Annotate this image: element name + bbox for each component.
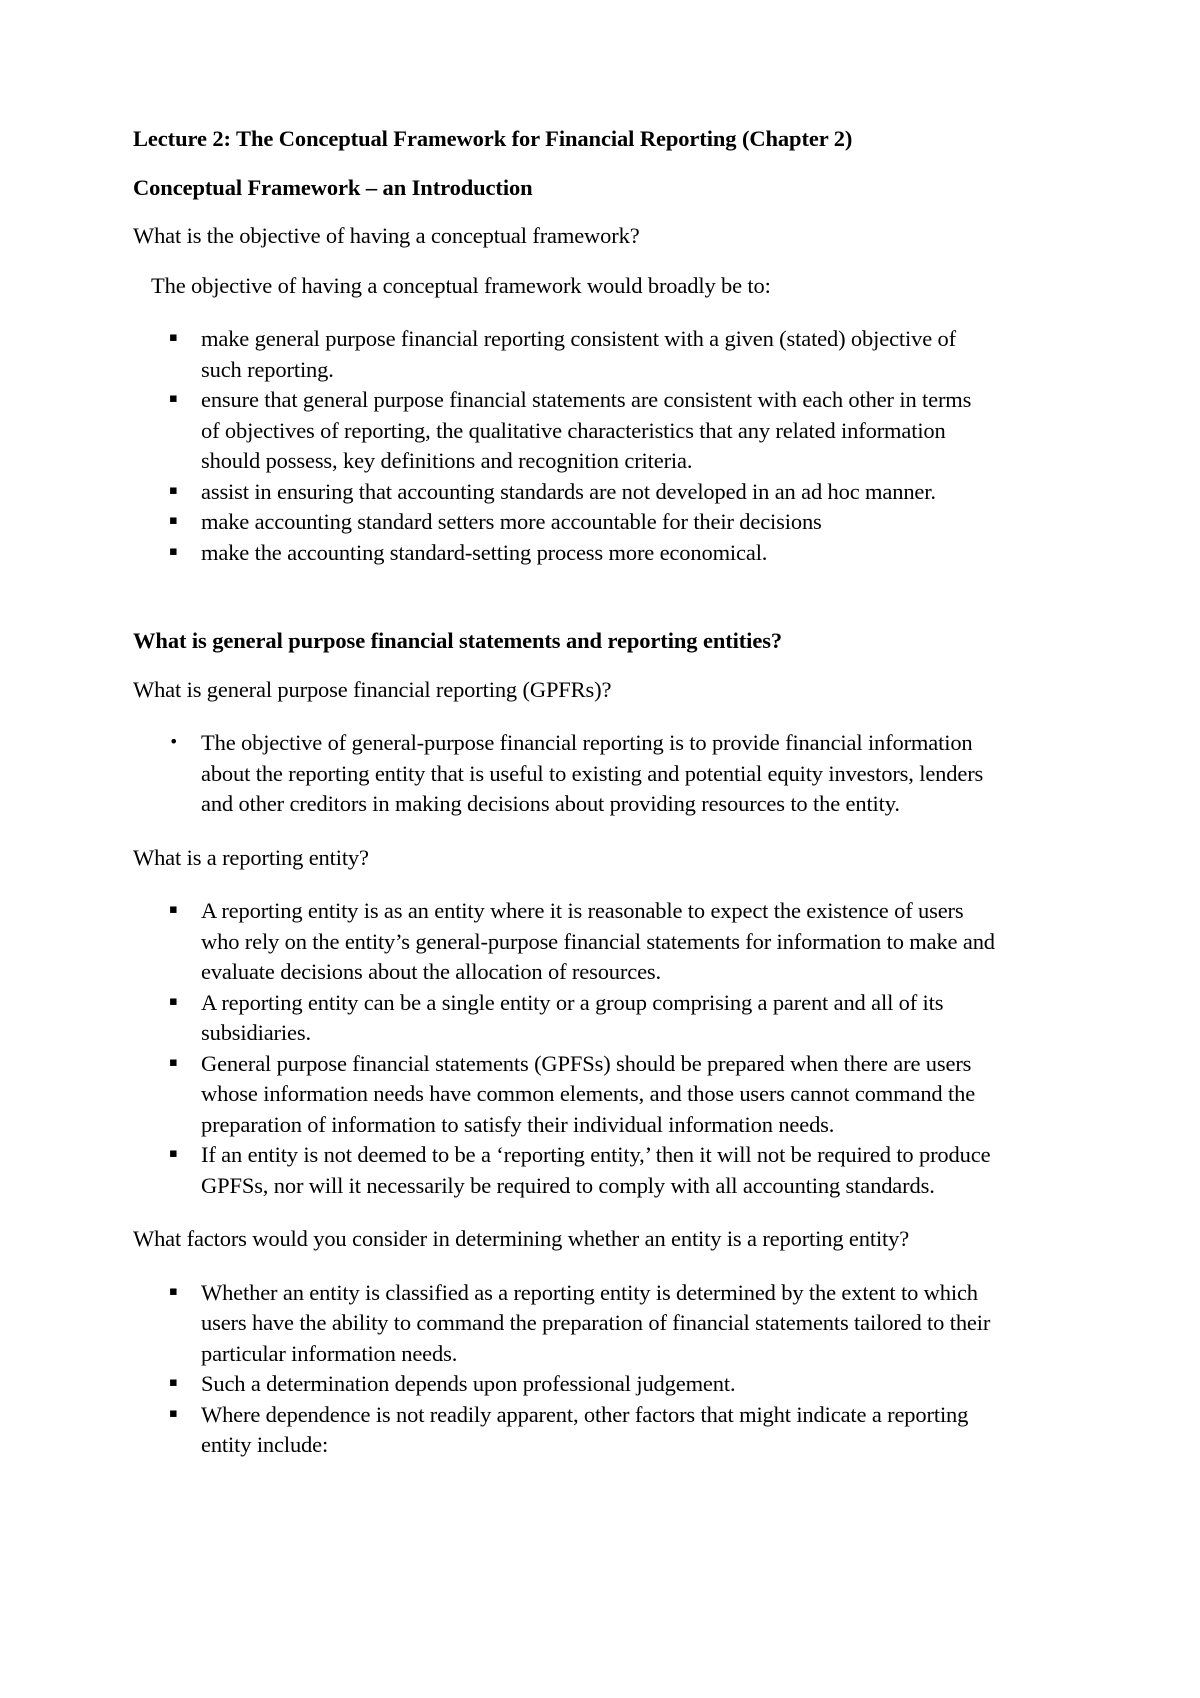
round-bullet-icon: • — [169, 732, 179, 751]
paragraph-spacer — [133, 1201, 995, 1228]
list-item-text: General purpose financial statements (GPFSs) should be prepared when there are users whose information needs have common elements, and those users cannot command the preparation of information to satisfy their individual information needs. — [201, 1050, 976, 1137]
square-bullet-icon: ▪ — [169, 513, 178, 528]
paragraph-spacer — [133, 820, 995, 847]
question-objective-of-framework: What is the objective of having a conceptual framework? — [133, 223, 640, 248]
list-item — [133, 385, 995, 477]
list-item — [133, 1369, 995, 1400]
question-reporting-entity-factors: What factors would you consider in determining whether an entity is a reporting entity? — [133, 1226, 910, 1251]
question-what-is-gpfr: What is general purpose financial reporting (GPFRs)? — [133, 676, 612, 702]
list-item-text: Whether an entity is classified as a reporting entity is determined by the extent to which users have the ability to command the preparation of financial statements tailored to their particular information needs. — [201, 1279, 991, 1366]
bullet-list-reporting-entity-factors — [133, 1278, 995, 1461]
square-bullet-icon: ▪ — [169, 993, 178, 1009]
bullet-list-gpfr-objective — [133, 728, 995, 820]
list-item — [133, 1049, 995, 1141]
document-body — [133, 128, 995, 1461]
section-spacer — [133, 568, 995, 630]
list-item — [133, 728, 995, 820]
square-bullet-icon: ▪ — [169, 902, 178, 917]
list-item-text: A reporting entity can be a single entity or a group comprising a parent and all of its subsidiaries. — [201, 989, 944, 1045]
list-item-text: make general purpose financial reporting consistent with a given (stated) objective of such reporting. — [201, 326, 956, 382]
list-item-text: Where dependence is not readily apparent, other factors that might indicate a reporting entity include: — [201, 1401, 969, 1457]
list-item — [133, 538, 995, 569]
question-what-is-reporting-entity: What is a reporting entity? — [133, 844, 369, 870]
list-item — [133, 1278, 995, 1370]
list-item — [133, 988, 995, 1049]
list-item-text: ensure that general purpose financial statements are consistent with each other in terms of objectives of reporting, the qualitative characteristics that any related information should possess, key definitions and recognition criteria. — [201, 387, 972, 473]
list-item-text: make the accounting standard-setting process more economical. — [201, 539, 768, 565]
list-item-text: Such a determination depends upon professional judgement. — [201, 1371, 736, 1396]
lead-in-objective: The objective of having a conceptual framework would broadly be to: — [151, 272, 771, 298]
square-bullet-icon: ▪ — [169, 1054, 178, 1070]
list-item-text: make accounting standard setters more accountable for their decisions — [201, 509, 822, 534]
bullet-list-reporting-entity — [133, 896, 995, 1201]
list-item-text: The objective of general-purpose financial reporting is to provide financial information about the reporting entity that is useful to existing and potential equity investors, lenders and other creditors in making decisions about providing resources to the entity. — [201, 730, 984, 816]
list-item — [133, 896, 995, 988]
list-item-text: A reporting entity is as an entity where it is reasonable to expect the existence of users who rely on the entity’s general-purpose financial statements for information to make and evaluate decisions about the allocation of resources. — [201, 898, 995, 984]
square-bullet-icon: ▪ — [169, 482, 178, 498]
list-item — [133, 324, 995, 385]
square-bullet-icon: ▪ — [169, 1375, 178, 1390]
section-heading-conceptual-framework: Conceptual Framework – an Introduction — [133, 174, 533, 200]
square-bullet-icon: ▪ — [169, 391, 178, 406]
list-item — [133, 507, 995, 538]
square-bullet-icon: ▪ — [169, 543, 178, 559]
page-title: Lecture 2: The Conceptual Framework for Financial Reporting (Chapter 2) — [133, 126, 853, 151]
list-item-text: assist in ensuring that accounting standards are not developed in an ad hoc manner. — [201, 478, 936, 504]
list-item — [133, 1400, 995, 1461]
list-item — [133, 1140, 995, 1201]
square-bullet-icon: ▪ — [169, 1405, 178, 1421]
square-bullet-icon: ▪ — [169, 1283, 178, 1299]
list-item — [133, 477, 995, 508]
section-heading-gpfs-reporting-entities: What is general purpose financial statements and reporting entities? — [133, 628, 783, 653]
square-bullet-icon: ▪ — [169, 1146, 178, 1161]
bullet-list-framework-objectives — [133, 324, 995, 568]
square-bullet-icon: ▪ — [169, 330, 178, 345]
list-item-text: If an entity is not deemed to be a ‘reporting entity,’ then it will not be required to produce GPFSs, nor will it necessarily be required to comply with all accounting standards. — [201, 1142, 991, 1198]
